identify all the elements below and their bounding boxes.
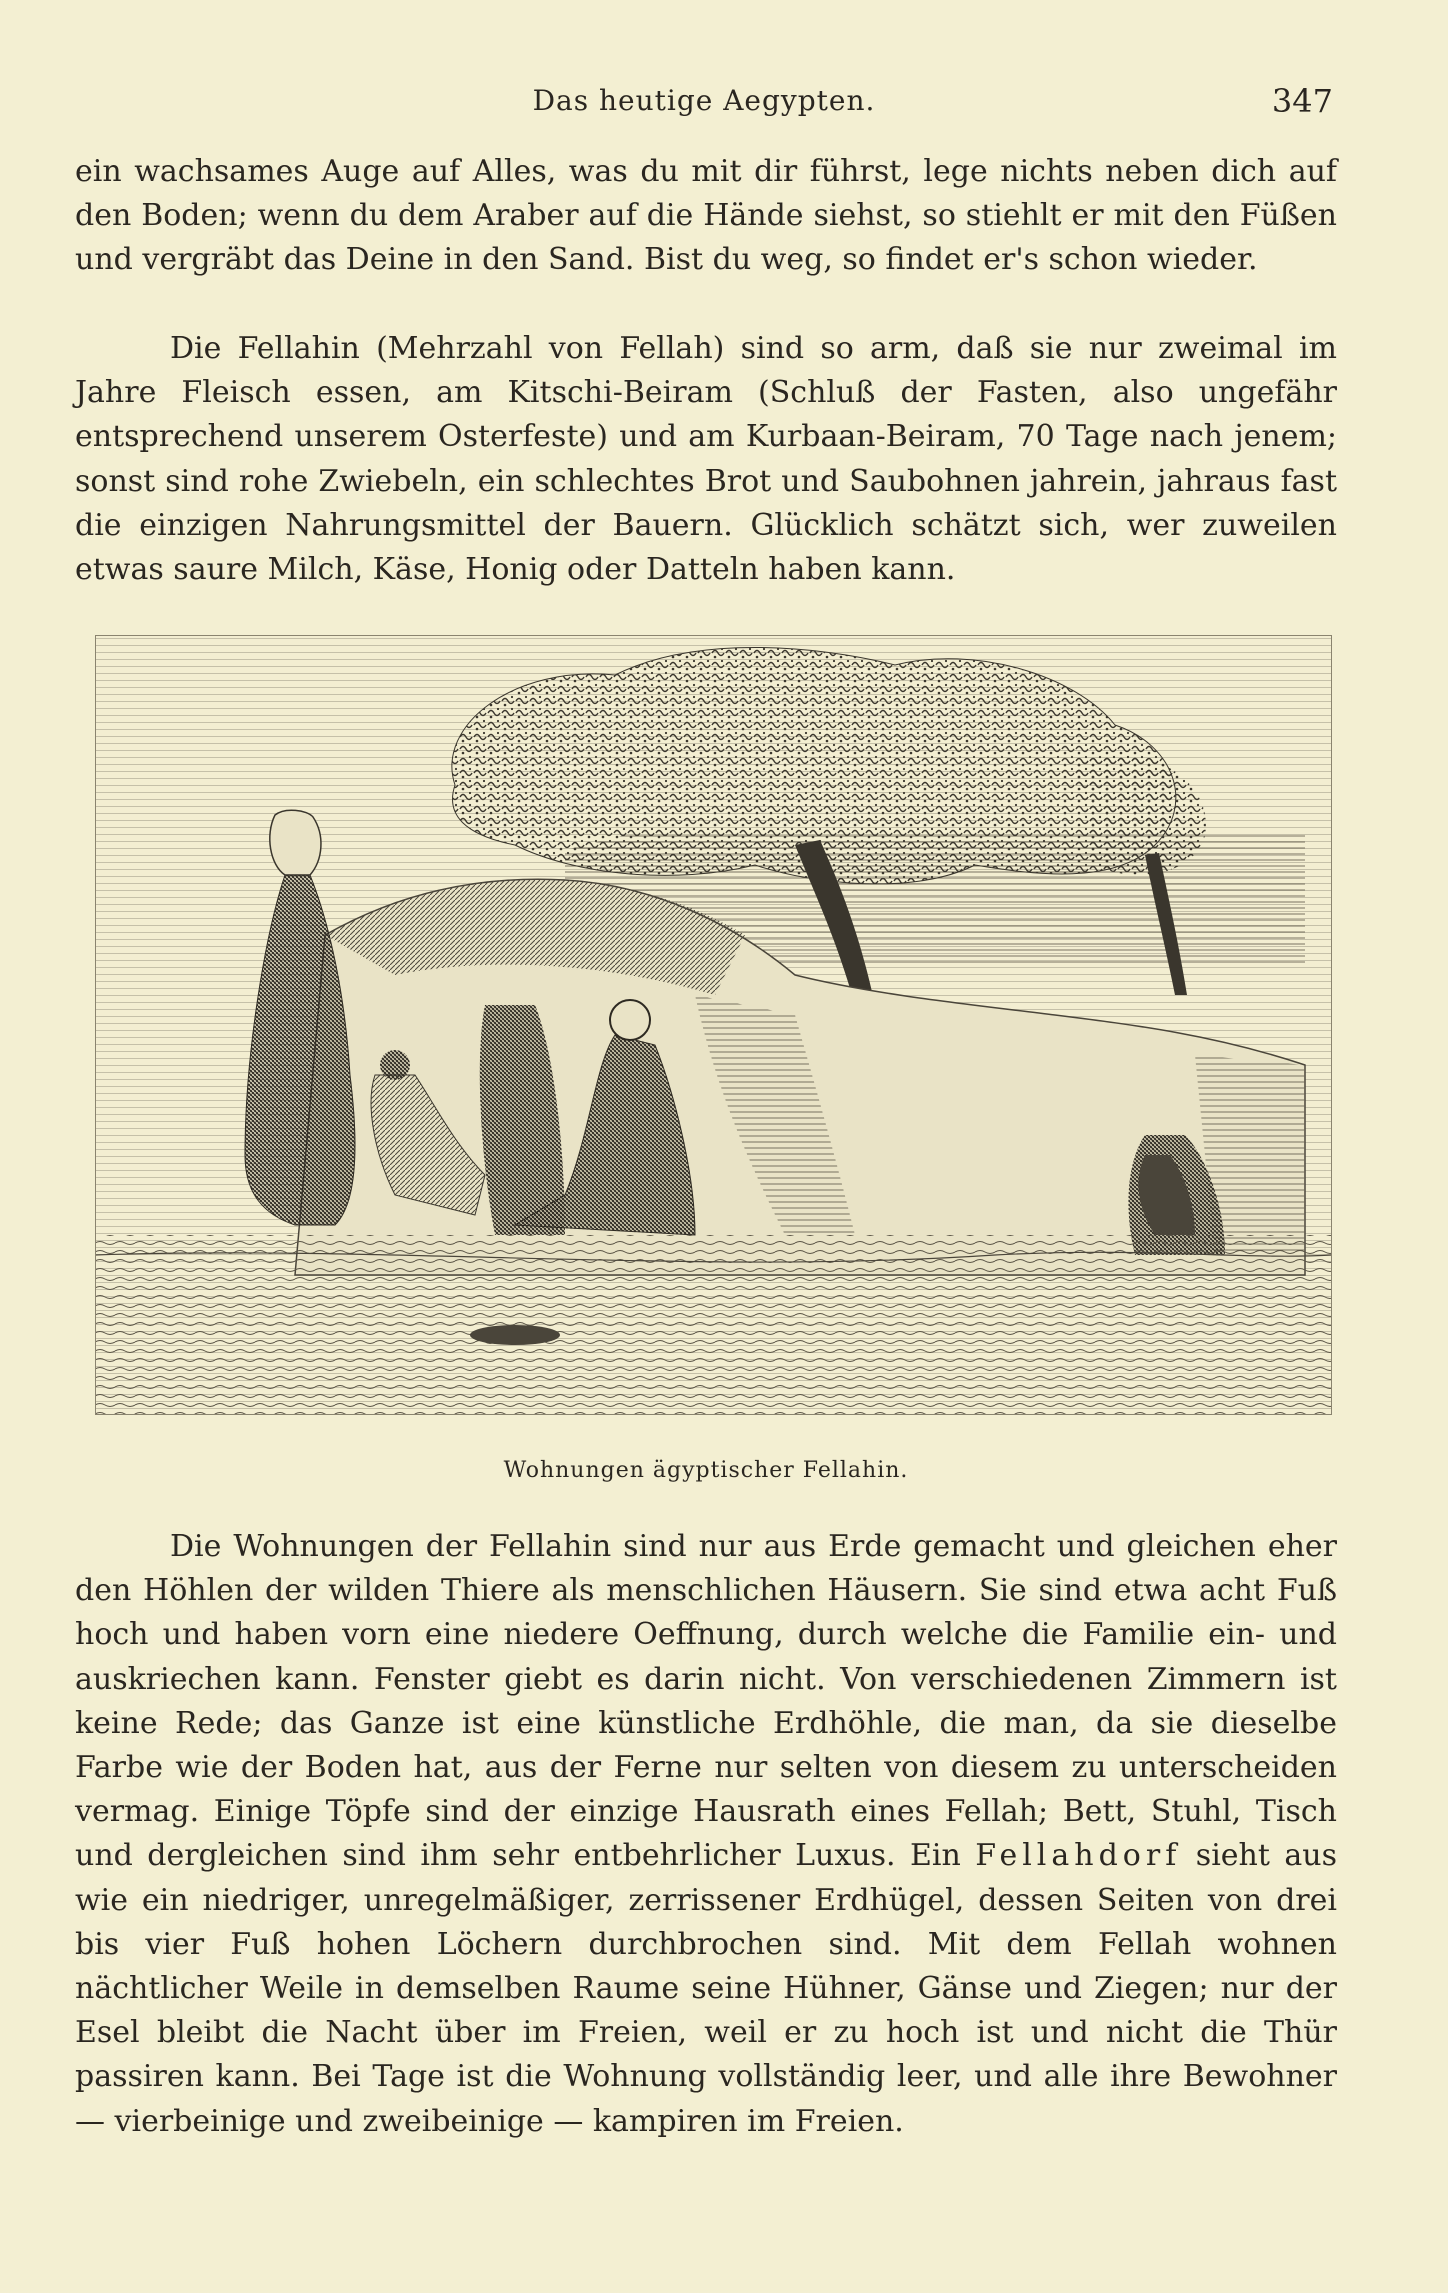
engraving-illustration (95, 635, 1332, 1415)
page-number: 347 (1271, 82, 1333, 120)
page-header (75, 82, 1333, 122)
paragraph-continuation (75, 150, 1337, 283)
paragraph-fellahin-food (75, 327, 1337, 592)
paragraph-fellahin-dwellings (75, 1525, 1337, 2144)
paragraph-text-part-1: Die Wohnungen der Fellahin sind nur aus Erde gemacht und gleichen eher den Höhlen der wilden Thiere als menschlichen Häusern. Sie sind etwa acht Fuß hoch und haben vorn eine niedere Oeffnung, durch welche die Familie ein- und auskriechen kann. Fenster giebt es darin nicht. Von verschiedenen Zimmern ist keine Rede; das Ganze ist eine künstliche Erdhöhle, die man, da sie dieselbe Farbe wie der Boden hat, aus der Ferne nur selten von diesem zu unterscheiden vermag. Einige Töpfe sind der einzige Hausrath eines Fellah; Bett, Stuhl, Tisch und dergleichen sind ihm sehr entbehrlicher Luxus. Ein (75, 1529, 1337, 1874)
engraving-picture (95, 635, 1332, 1415)
paragraph-text: ein wachsames Auge auf Alles, was du mit dir führst, lege nichts neben dich auf den Boden; wenn du dem Araber auf die Hände siehst, so stiehlt er mit den Füßen und vergräbt das Deine in den Sand. Bist du weg, so findet er's schon wieder. (75, 154, 1337, 278)
paragraph-text-part-2: sieht aus wie ein niedriger, unregelmäßiger, zerrissener Erdhügel, dessen Seiten von drei bis vier Fuß hohen Löchern durchbrochen sind. Mit dem Fellah wohnen nächtlicher Weile in demselben Raume seine Hühner, Gänse und Ziegen; nur der Esel bleibt die Nacht über im Freien, weil er zu hoch ist und nicht die Thür passiren kann. Bei Tage ist die Wohnung vollständig leer, und alle ihre Bewohner — vierbeinige und zweibeinige — kampiren im Freien. (75, 1838, 1337, 2139)
paragraph-text: Die Fellahin (Mehrzahl von Fellah) sind so arm, daß sie nur zweimal im Jahre Fleisch essen, am Kitschi-Beiram (Schluß der Fasten, also ungefähr entsprechend unserem Osterfeste) und am Kurbaan-Beiram, 70 Tage nach jenem; sonst sind rohe Zwiebeln, ein schlechtes Brot und Saubohnen jahrein, jahraus fast die einzigen Nahrungsmittel der Bauern. Glücklich schätzt sich, wer zuweilen etwas saure Milch, Käse, Honig oder Datteln haben kann. (75, 331, 1337, 588)
emphasized-word: Fellahdorf (975, 1838, 1182, 1874)
paragraph-text (75, 1525, 1337, 2144)
running-title: Das heutige Aegypten. (532, 84, 876, 117)
figure-caption: Wohnungen ägyptischer Fellahin. (503, 1458, 909, 1483)
